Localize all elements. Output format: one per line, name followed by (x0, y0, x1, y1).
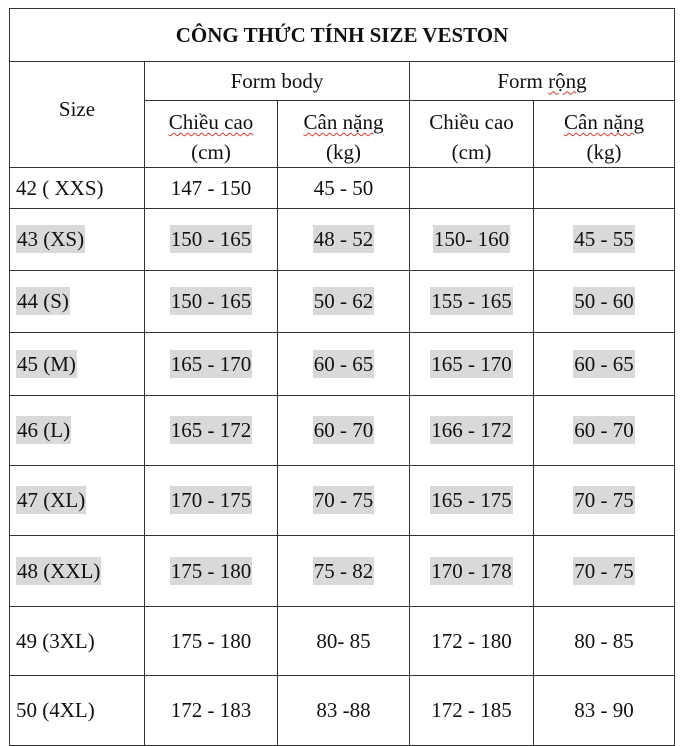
size-table (9, 8, 675, 746)
body-height-cell (145, 676, 278, 746)
body-height-cell-text: 165 - 170 (170, 351, 252, 376)
wide-weight-cell-text: 80 - 85 (574, 628, 634, 653)
size-cell-text: 50 (4XL) (16, 698, 95, 722)
wide-weight-cell-text: 70 - 75 (574, 558, 634, 583)
form-body-header: Form body (145, 62, 410, 101)
body-height-cell (145, 466, 278, 536)
body-weight-cell-text: 60 - 65 (313, 351, 374, 376)
wide-weight-cell-text: 60 - 65 (574, 351, 634, 376)
body-weight-cell (278, 333, 410, 396)
form-rong-header: Form rộng (410, 62, 675, 101)
body-weight-cell-text: 75 - 82 (313, 558, 374, 583)
body-weight-cell-text: 50 - 62 (313, 289, 374, 313)
wide-weight-cell (534, 168, 675, 209)
wide-height-cell (410, 607, 534, 676)
body-height-cell-text: 150 - 165 (170, 289, 252, 313)
table-row (10, 333, 675, 396)
body-weight-cell-text: 70 - 75 (313, 488, 374, 512)
wide-weight-cell (534, 607, 675, 676)
wide-height-cell (410, 333, 534, 396)
body-weight-cell (278, 536, 410, 607)
size-cell-text: 43 (XS) (17, 227, 85, 251)
wide-weight-cell (534, 676, 675, 746)
wide-weight-cell (534, 536, 675, 607)
body-height-cell-text: 147 - 150 (170, 175, 252, 200)
body-weight-cell (278, 271, 410, 333)
body-height-cell (145, 209, 278, 271)
wide-weight-cell (534, 209, 675, 271)
wide-weight-cell-text: 50 - 60 (574, 289, 634, 313)
body-weight-header: Cân nặng (kg) (278, 101, 410, 168)
size-cell-text: 45 (M) (17, 351, 76, 376)
body-weight-cell-text: 83 -88 (316, 698, 371, 722)
wide-height-cell-text: 172 - 185 (431, 698, 512, 722)
size-cell (10, 676, 145, 746)
body-height-cell-text: 150 - 165 (170, 227, 252, 251)
wide-height-cell (410, 168, 534, 209)
wide-height-header: Chiều cao (cm) (410, 101, 534, 168)
body-weight-cell-text: 48 - 52 (313, 227, 374, 251)
table-row (10, 466, 675, 536)
title-row (10, 9, 675, 62)
wide-height-cell (410, 536, 534, 607)
size-cell (10, 271, 145, 333)
wide-weight-cell (534, 271, 675, 333)
body-weight-cell-text: 45 - 50 (313, 175, 374, 200)
table-row (10, 676, 675, 746)
body-height-cell (145, 607, 278, 676)
wide-height-cell (410, 396, 534, 466)
size-cell-text: 49 (3XL) (16, 628, 95, 653)
wide-height-cell-text: 165 - 175 (431, 488, 512, 512)
table-row (10, 396, 675, 466)
body-height-cell-text: 175 - 180 (170, 558, 252, 583)
body-height-cell (145, 536, 278, 607)
wide-height-cell (410, 676, 534, 746)
size-cell-text: 44 (S) (17, 289, 69, 313)
table-row (10, 168, 675, 209)
body-weight-cell-text: 80- 85 (316, 628, 371, 653)
wide-weight-cell-text: 60 - 70 (574, 418, 634, 442)
size-cell (10, 536, 145, 607)
wide-weight-header: Cân nặng (kg) (534, 101, 675, 168)
body-height-cell-text: 170 - 175 (170, 488, 252, 512)
body-weight-cell (278, 396, 410, 466)
wide-weight-cell-text: 70 - 75 (574, 488, 634, 512)
wide-weight-cell-text: 45 - 55 (574, 227, 634, 251)
header-row-group (10, 62, 675, 101)
wide-weight-cell (534, 333, 675, 396)
size-cell (10, 333, 145, 396)
table-row (10, 536, 675, 607)
size-cell (10, 209, 145, 271)
body-height-cell (145, 168, 278, 209)
body-weight-cell-text: 60 - 70 (313, 418, 374, 442)
body-height-cell-text: 172 - 183 (170, 698, 252, 722)
wide-height-cell-text: 165 - 170 (431, 351, 512, 376)
wide-height-cell (410, 271, 534, 333)
table-title: CÔNG THỨC TÍNH SIZE VESTON (10, 9, 675, 62)
body-height-header: Chiều cao (cm) (145, 101, 278, 168)
size-cell-text: 46 (L) (17, 418, 71, 442)
body-weight-cell (278, 676, 410, 746)
wide-weight-cell (534, 396, 675, 466)
table-row (10, 271, 675, 333)
size-cell (10, 396, 145, 466)
wide-height-cell-text: 150- 160 (433, 227, 510, 251)
wide-height-cell-text: 172 - 180 (431, 628, 512, 653)
wide-height-cell-text: 155 - 165 (431, 289, 512, 313)
wide-height-cell-text: 170 - 178 (431, 558, 512, 583)
wide-height-cell-text: 166 - 172 (431, 418, 512, 442)
wide-height-cell (410, 209, 534, 271)
body-height-cell (145, 396, 278, 466)
body-height-cell-text: 175 - 180 (170, 628, 252, 653)
size-cell-text: 48 (XXL) (17, 558, 101, 583)
size-cell-text: 47 (XL) (17, 488, 86, 512)
size-cell (10, 607, 145, 676)
size-cell-text: 42 ( XXS) (16, 175, 104, 200)
body-height-cell (145, 333, 278, 396)
size-column-header: Size (10, 62, 145, 168)
size-cell (10, 168, 145, 209)
wide-weight-cell (534, 466, 675, 536)
size-cell (10, 466, 145, 536)
wide-height-cell (410, 466, 534, 536)
body-height-cell-text: 165 - 172 (170, 418, 252, 442)
table-row (10, 209, 675, 271)
body-weight-cell (278, 209, 410, 271)
body-weight-cell (278, 168, 410, 209)
body-weight-cell (278, 466, 410, 536)
table-row (10, 607, 675, 676)
body-height-cell (145, 271, 278, 333)
wide-weight-cell-text: 83 - 90 (574, 698, 634, 722)
body-weight-cell (278, 607, 410, 676)
